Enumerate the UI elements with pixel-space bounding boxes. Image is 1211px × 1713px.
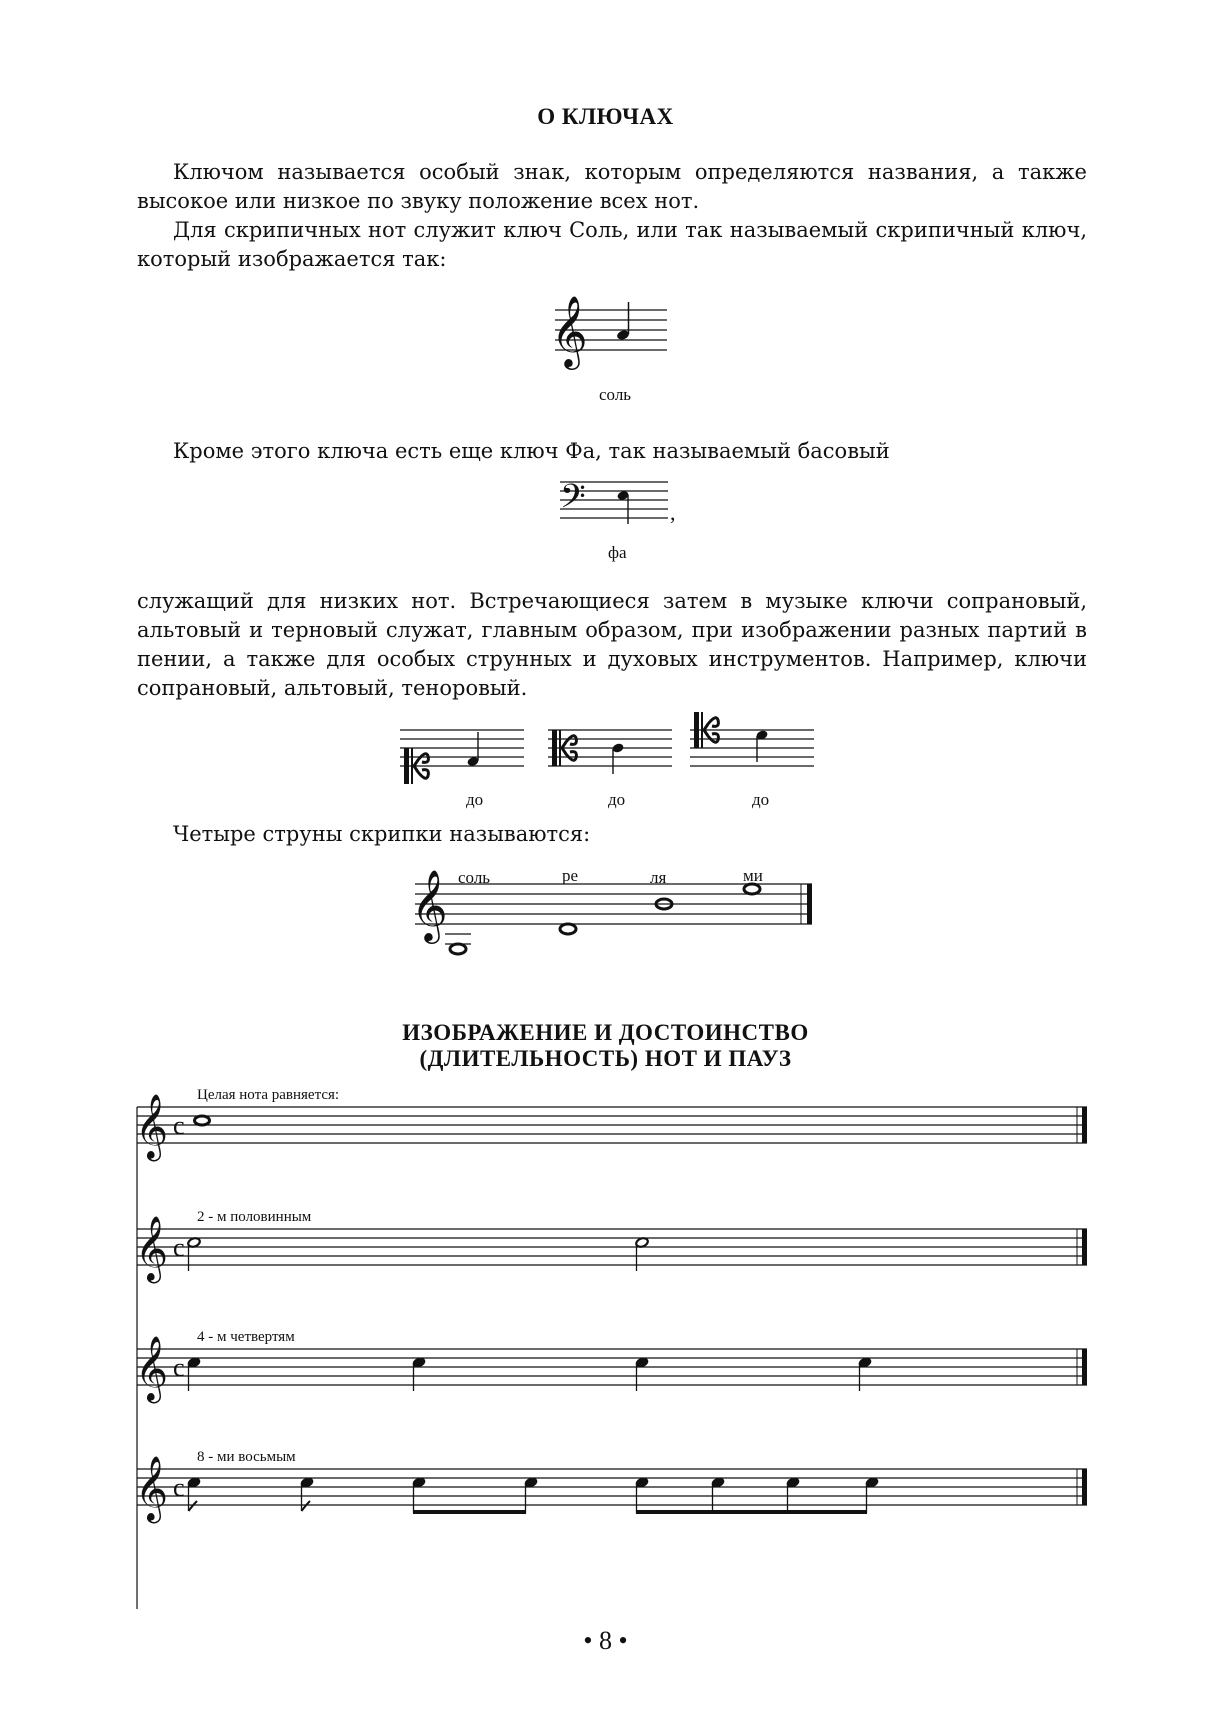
staff4-time-signature: c <box>173 1473 185 1502</box>
staff-eighth <box>135 1456 1087 1523</box>
treble-clef-example <box>551 294 675 380</box>
staff1-treble-clef-icon: 𝄞 <box>135 1094 169 1159</box>
tenor-caption: до <box>752 790 770 809</box>
intro-paragraphs <box>137 158 1087 274</box>
string-label-d: ре <box>562 866 579 885</box>
paragraph-violin-strings-wrap <box>137 820 1087 849</box>
staff-half <box>135 1216 1087 1283</box>
alto-caption: до <box>608 790 626 809</box>
string-label-a: ля <box>650 868 667 887</box>
staff3-treble-clef-icon: 𝄞 <box>135 1336 169 1401</box>
paragraph-treble-clef: Для скрипичных нот служит ключ Соль, или так называемый скрипичный ключ, который изображается так: <box>137 218 1087 271</box>
staff2-time-signature: c <box>173 1233 185 1262</box>
paragraph-violin-strings: Четыре струны скрипки называются: <box>173 822 591 846</box>
string-note-g <box>450 944 466 954</box>
staff4-treble-clef-icon: 𝄞 <box>135 1456 169 1521</box>
paragraph-other-clefs-wrap <box>137 587 1087 703</box>
section-title-durations-line2: (ДЛИТЕЛЬНОСТЬ) НОТ И ПАУЗ <box>419 1046 792 1071</box>
row-label-whole: Целая нота равняется: <box>197 1087 340 1103</box>
staff-whole <box>135 1094 1087 1161</box>
treble-clef-icon: 𝄞 <box>551 294 588 367</box>
string-note-d <box>560 924 576 934</box>
bass-caption: фа <box>608 543 627 562</box>
alto-clef-example <box>548 728 678 788</box>
string-label-e: ми <box>743 866 763 885</box>
soprano-clef-example <box>400 728 530 788</box>
page-number: • 8 • <box>583 1626 628 1655</box>
row-label-eighth: 8 - ми восьмым <box>197 1449 296 1465</box>
treble-caption: соль <box>599 385 632 404</box>
tenor-clef-example <box>690 728 820 788</box>
soprano-caption: до <box>466 790 484 809</box>
strings-treble-clef-icon: 𝄞 <box>411 868 448 941</box>
paragraph-clef-definition: Ключом называется особый знак, которым определяются названия, а также высокое или низкое по звуку положение всех нот. <box>137 160 1087 213</box>
durations-system <box>135 1085 1095 1610</box>
bass-clef-icon: 𝄢 <box>560 478 586 524</box>
section-title-clefs: О КЛЮЧАХ <box>537 104 674 129</box>
bass-comma: , <box>670 500 676 525</box>
staff1-time-signature: c <box>173 1111 185 1140</box>
row-label-quarter: 4 - м четвертям <box>197 1329 295 1345</box>
paragraph-bass-clef-wrap <box>137 437 1087 466</box>
bass-clef-example <box>560 478 680 538</box>
staff3-time-signature: c <box>173 1353 185 1382</box>
paragraph-bass-clef: Кроме этого ключа есть еще ключ Фа, так называемый басовый <box>173 439 890 463</box>
string-label-g: соль <box>458 868 491 887</box>
staff2-treble-clef-icon: 𝄞 <box>135 1216 169 1281</box>
staff-quarter <box>135 1336 1087 1403</box>
section-title-durations-line1: ИЗОБРАЖЕНИЕ И ДОСТОИНСТВО <box>402 1020 809 1045</box>
row-label-half: 2 - м половинным <box>197 1209 312 1225</box>
paragraph-other-clefs: служащий для низких нот. Встречающиеся затем в музыке ключи сопрановый, альтовый и терновый служат, главным образом, при изображении разных партий в пении, а также для особых струнных и духовых инструментов. Например, ключи сопрановый, альтовый, теноровый. <box>137 589 1087 700</box>
